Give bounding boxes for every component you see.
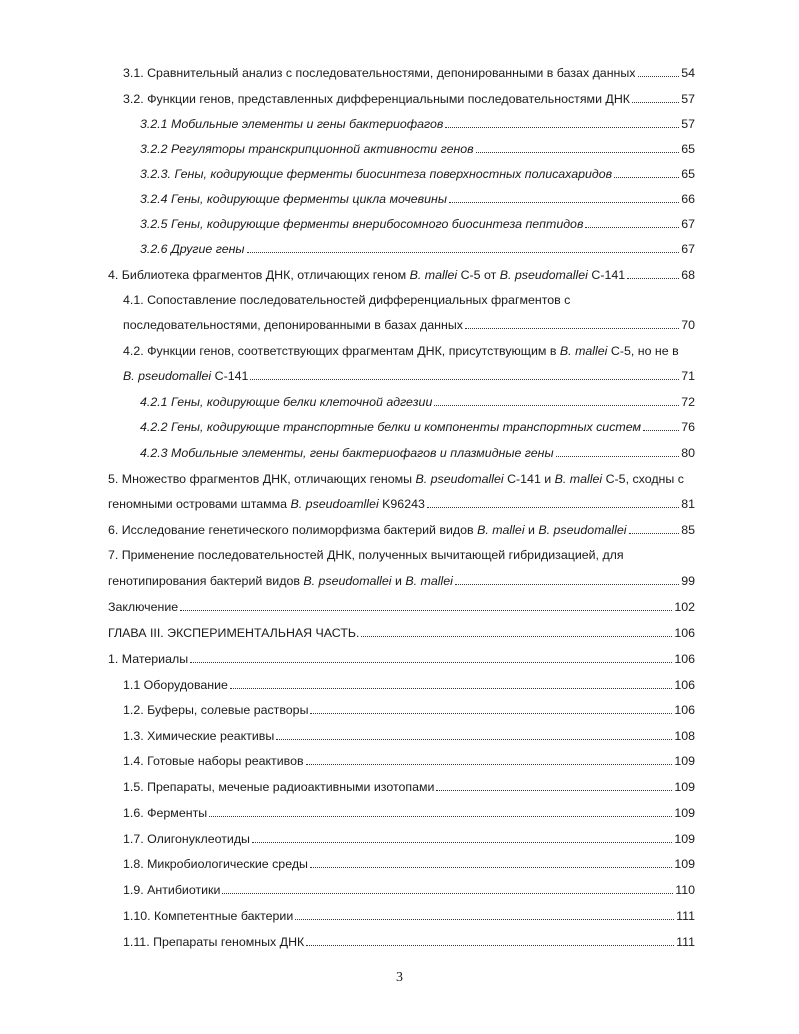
toc-title-segment: 4.2.3 Мобильные элементы, гены бактериофагов и плазмидные гены: [140, 446, 554, 460]
toc-entry-title: [140, 165, 612, 183]
toc-page-number: 67: [681, 217, 695, 231]
toc-title-segment: последовательностями, депонированными в базах данных: [123, 318, 463, 332]
toc-entry-title: [123, 64, 636, 82]
toc-dot-leader: [230, 676, 672, 689]
toc-title-segment: 4.2. Функции генов, соответствующих фрагментам ДНК, присутствующим в: [123, 344, 560, 358]
toc-entry-1-2: [123, 701, 695, 719]
toc-entry-title: [108, 572, 453, 590]
toc-page-number: 80: [681, 446, 695, 460]
toc-entry-1-10: [123, 907, 695, 925]
toc-entry-title: [123, 881, 220, 899]
toc-dot-leader: [627, 266, 679, 279]
toc-entry-title: [123, 804, 207, 822]
toc-title-segment: B. pseudoamllei: [290, 497, 379, 511]
toc-entry-4-1b: [123, 316, 695, 334]
toc-entry-4-2b: [123, 367, 695, 385]
toc-entry-5b: [108, 495, 695, 513]
toc-title-segment: B. mallei: [405, 574, 453, 588]
toc-entry-title: [123, 90, 630, 108]
toc-page-number: 109: [674, 857, 695, 871]
toc-dot-leader: [585, 215, 679, 228]
toc-entry-title: [123, 778, 434, 796]
toc-dot-leader: [556, 444, 680, 457]
toc-entry-3-1: [123, 64, 695, 82]
toc-entry-1-6: [123, 804, 695, 822]
toc-entry-1-3: [123, 727, 695, 745]
toc-title-segment: 4.1. Сопоставление последовательностей дифференциальных фрагментов с: [123, 293, 571, 307]
toc-page-number: 76: [681, 420, 695, 434]
toc-page-number: 65: [681, 167, 695, 181]
toc-entry-title: [140, 190, 447, 208]
toc-title-segment: 3.2.2 Регуляторы транскрипционной активности генов: [140, 142, 474, 156]
toc-title-segment: 1.9. Антибиотики: [123, 883, 221, 897]
toc-entry-7a: [108, 546, 624, 564]
toc-title-segment: B. mallei: [409, 268, 458, 282]
toc-page-number: 67: [681, 242, 695, 256]
toc-title-segment: 4. Библиотека фрагментов ДНК, отличающих геном: [108, 268, 410, 282]
toc-title-segment: C-141: [211, 369, 249, 383]
toc-page-number: 109: [674, 806, 695, 820]
toc-entry-1-7: [123, 830, 695, 848]
toc-title-segment: 1.11. Препараты геномных ДНК: [123, 935, 305, 949]
toc-entry-title: [108, 650, 188, 668]
toc-entry-3-2-1: [140, 115, 695, 133]
toc-title-segment: 1.1 Оборудование: [123, 678, 228, 692]
toc-dot-leader: [209, 804, 672, 817]
toc-dot-leader: [276, 727, 672, 740]
toc-title-segment: геномными островами штамма: [108, 497, 291, 511]
toc-entry-ch3: [108, 624, 695, 642]
toc-dot-leader: [222, 881, 673, 894]
toc-page-number: 72: [681, 395, 695, 409]
toc-title-segment: 6. Исследование генетического полиморфизма бактерий видов: [108, 523, 478, 537]
toc-dot-leader: [614, 165, 679, 178]
toc-title-segment: генотипирования бактерий видов: [108, 574, 304, 588]
toc-page-number: 109: [674, 832, 695, 846]
toc-entry-1-8: [123, 855, 695, 873]
toc-title-segment: 4.2.1 Гены, кодирующие белки клеточной адгезии: [140, 395, 433, 409]
toc-title-segment: ГЛАВА III. ЭКСПЕРИМЕНТАЛЬНАЯ ЧАСТЬ.: [108, 626, 360, 640]
toc-dot-leader: [310, 855, 672, 868]
toc-dot-leader: [310, 701, 672, 714]
toc-entry-title: [123, 293, 570, 307]
toc-page-number: 71: [681, 369, 695, 383]
toc-entry-title: [123, 830, 250, 848]
toc-entry-title: [140, 444, 554, 462]
toc-title-segment: и: [391, 574, 406, 588]
toc-entry-title: [108, 521, 627, 539]
toc-entry-1: [108, 650, 695, 668]
toc-dot-leader: [638, 64, 680, 77]
toc-entry-title: [140, 240, 245, 258]
toc-dot-leader: [434, 393, 679, 406]
toc-dot-leader: [449, 190, 679, 203]
toc-entry-title: [123, 316, 463, 334]
toc-entry-4-2-2: [140, 418, 695, 436]
toc-entry-6: [108, 521, 695, 539]
toc-title-segment: C-5 от: [457, 268, 500, 282]
toc-title-segment: C-5, но не в: [607, 344, 679, 358]
toc-dot-leader: [643, 418, 679, 431]
toc-dot-leader: [476, 140, 680, 153]
toc-title-segment: и: [524, 523, 539, 537]
toc-dot-leader: [361, 624, 672, 637]
toc-page-number: 109: [674, 754, 695, 768]
toc-page-number: 70: [681, 318, 695, 332]
toc-title-segment: 3.2.3. Гены, кодирующие ферменты биосинтеза поверхностных полисахаридов: [140, 167, 613, 181]
toc-title-segment: 1.7. Олигонуклеотиды: [123, 832, 250, 846]
toc-title-segment: 1.4. Готовые наборы реактивов: [123, 754, 304, 768]
toc-title-segment: B. pseudomallei: [499, 268, 588, 282]
toc-page-number: 106: [674, 678, 695, 692]
toc-page-number: 110: [675, 883, 695, 897]
toc-page-number: 106: [674, 703, 695, 717]
toc-entry-title: [108, 598, 178, 616]
toc-dot-leader: [250, 367, 679, 380]
toc-entry-title: [123, 933, 304, 951]
toc-entry-1-11: [123, 933, 695, 951]
toc-entry-1-5: [123, 778, 695, 796]
toc-dot-leader: [295, 907, 674, 920]
toc-title-segment: K96243: [378, 497, 425, 511]
toc-title-segment: 3.2.6 Другие гены: [140, 242, 245, 256]
toc-entry-1-4: [123, 752, 695, 770]
toc-entry-title: [123, 701, 308, 719]
toc-title-segment: 3.1. Сравнительный анализ с последовательностями, депонированными в базах данных: [123, 66, 636, 80]
toc-title-segment: 1.2. Буферы, солевые растворы: [123, 703, 309, 717]
toc-title-segment: 5. Множество фрагментов ДНК, отличающих геномы: [108, 472, 416, 486]
toc-title-segment: C-141 и: [503, 472, 555, 486]
toc-title-segment: B. mallei: [559, 344, 608, 358]
toc-entry-4: [108, 266, 695, 284]
toc-entry-3-2-3: [140, 165, 695, 183]
toc-entry-title: [123, 344, 679, 358]
toc-title-segment: 1.10. Компетентные бактерии: [123, 909, 294, 923]
toc-page-number: 108: [674, 729, 695, 743]
toc-dot-leader: [180, 598, 672, 611]
toc-dot-leader: [455, 572, 679, 585]
toc-page-number: 102: [674, 600, 695, 614]
toc-entry-title: [140, 393, 432, 411]
toc-title-segment: B. pseudomallei: [123, 369, 212, 383]
toc-page-number: 66: [681, 192, 695, 206]
toc-entry-title: [108, 548, 624, 562]
toc-page-number: 111: [676, 909, 695, 923]
toc-title-segment: 1.8. Микробиологические среды: [123, 857, 308, 871]
toc-entry-title: [108, 266, 625, 284]
toc-page-number: 57: [681, 92, 695, 106]
toc-title-segment: 3.2.4 Гены, кодирующие ферменты цикла мочевины: [140, 192, 447, 206]
toc-dot-leader: [436, 778, 672, 791]
toc-page-number: 111: [676, 935, 695, 949]
toc-dot-leader: [190, 650, 672, 663]
toc-entry-concl: [108, 598, 695, 616]
toc-dot-leader: [306, 752, 673, 765]
toc-entry-3-2: [123, 90, 695, 108]
toc-entry-title: [123, 367, 248, 385]
toc-dot-leader: [445, 115, 679, 128]
toc-entry-title: [108, 624, 359, 642]
toc-title-segment: B. mallei: [477, 523, 525, 537]
toc-title-segment: C-141: [587, 268, 626, 282]
toc-entry-4-2a: [123, 342, 679, 360]
toc-entry-4-2-3: [140, 444, 695, 462]
toc-entry-1-1: [123, 676, 695, 694]
toc-title-segment: B. mallei: [554, 472, 603, 486]
toc-page-number: 54: [681, 66, 695, 80]
toc-title-segment: 7. Применение последовательностей ДНК, полученных вычитающей гибридизацией, для: [108, 548, 624, 562]
toc-page-number: 99: [681, 574, 695, 588]
toc-page-number: 106: [674, 626, 695, 640]
toc-entry-3-2-4: [140, 190, 695, 208]
toc-entry-5a: [108, 470, 684, 488]
toc-entry-title: [140, 215, 583, 233]
toc-entry-title: [123, 907, 293, 925]
toc-entry-title: [123, 752, 304, 770]
toc-entry-title: [123, 676, 228, 694]
toc-dot-leader: [427, 495, 679, 508]
toc-entry-4-1a: [123, 291, 570, 309]
toc-title-segment: 3.2.1 Мобильные элементы и гены бактериофагов: [140, 117, 444, 131]
toc-title-segment: B. pseudomallei: [538, 523, 627, 537]
toc-entry-3-2-5: [140, 215, 695, 233]
toc-page-number: 57: [681, 117, 695, 131]
toc-entry-4-2-1: [140, 393, 695, 411]
toc-title-segment: 3.2.5 Гены, кодирующие ферменты внерибосомного биосинтеза пептидов: [140, 217, 584, 231]
toc-entry-title: [140, 115, 443, 133]
toc-entry-title: [140, 418, 641, 436]
toc-title-segment: 1.3. Химические реактивы: [123, 729, 275, 743]
toc-entry-title: [108, 495, 425, 513]
toc-entry-title: [108, 472, 684, 486]
toc-entry-1-9: [123, 881, 695, 899]
page-number: 3: [396, 970, 403, 985]
toc-title-segment: 4.2.2 Гены, кодирующие транспортные белки и компоненты транспортных систем: [140, 420, 641, 434]
toc-page-number: 106: [674, 652, 695, 666]
toc-entry-7b: [108, 572, 695, 590]
toc-page-number: 109: [674, 780, 695, 794]
toc-entry-title: [123, 727, 274, 745]
toc-dot-leader: [629, 521, 680, 534]
toc-page-number: 68: [681, 268, 695, 282]
toc-title-segment: Заключение: [108, 600, 179, 614]
toc-title-segment: B. pseudomallei: [303, 574, 392, 588]
toc-dot-leader: [252, 830, 672, 843]
toc-entry-3-2-2: [140, 140, 695, 158]
toc-page-number: 81: [681, 497, 695, 511]
toc-dot-leader: [306, 933, 674, 946]
toc-title-segment: 1.6. Ферменты: [123, 806, 208, 820]
toc-dot-leader: [632, 90, 679, 103]
toc-title-segment: 1.5. Препараты, меченые радиоактивными изотопами: [123, 780, 435, 794]
toc-title-segment: C-5, сходны с: [602, 472, 684, 486]
toc-dot-leader: [465, 316, 679, 329]
toc-title-segment: 3.2. Функции генов, представленных дифференциальными последовательностями ДНК: [123, 92, 630, 106]
toc-dot-leader: [247, 240, 680, 253]
toc-page-number: 65: [681, 142, 695, 156]
toc-title-segment: 1. Материалы: [108, 652, 189, 666]
toc-title-segment: B. pseudomallei: [415, 472, 504, 486]
toc-entry-title: [140, 140, 474, 158]
toc-entry-title: [123, 855, 308, 873]
toc-entry-3-2-6: [140, 240, 695, 258]
toc-page-number: 85: [681, 523, 695, 537]
